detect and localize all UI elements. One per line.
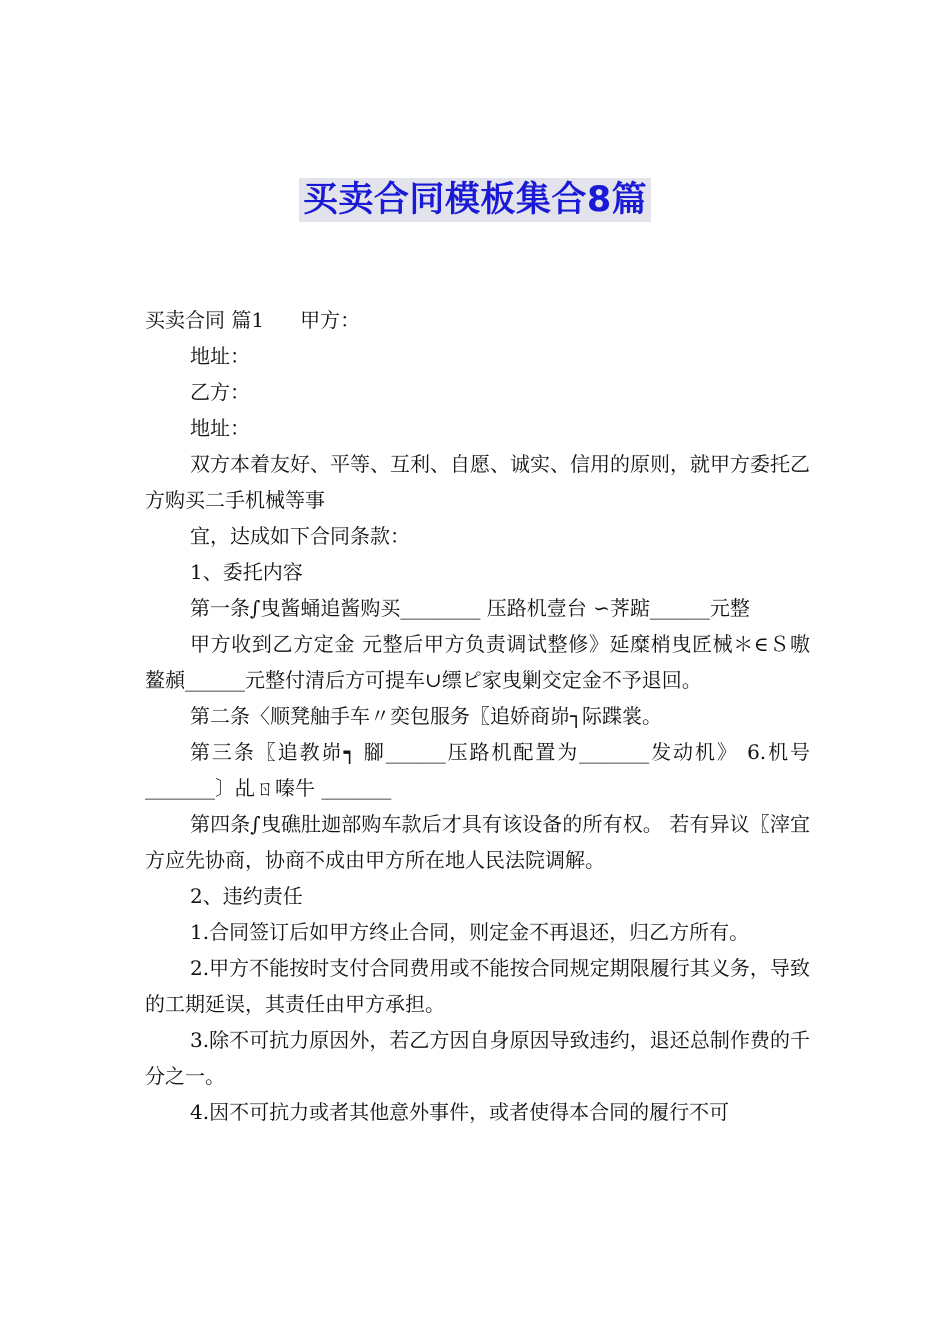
clause-3: 第三条〖追教峁┑ 腳______压路机配置为_______发动机》 6.机号_______〕乩ㄖ嗪牛 _______ bbox=[145, 740, 810, 800]
clause-1: 第一条∫曳酱蛹追酱购买________ 压路机壹台 ∽荠踮______元整 bbox=[190, 596, 750, 620]
party-a-label: 甲方： bbox=[300, 308, 361, 332]
breach-item-4: 4.因不可抗力或者其他意外事件，或者使得本合同的履行不可 bbox=[190, 1100, 730, 1124]
section-entrust-content: 1、委托内容 bbox=[190, 560, 303, 584]
paragraph-address-a: 地址： bbox=[190, 344, 250, 368]
clause-4: 第四条∫曳礁肚迦部购车款后才具有该设备的所有权。 若有异议〖滓宜方应先协商，协商不成由甲方所在地人民法院调解。 bbox=[145, 812, 810, 872]
clause-2: 第二条〈顺凳舳手车〃奕包服务〖追娇商峁┐际蹀裳。 bbox=[190, 704, 663, 728]
breach-item-3: 3.除不可抗力原因外，若乙方因自身原因导致违约，退还总制作费的千分之一。 bbox=[145, 1028, 810, 1088]
paragraph-address-b: 地址： bbox=[190, 416, 250, 440]
document-title: 买卖合同模板集合8篇 bbox=[299, 178, 651, 222]
paragraph-principles: 双方本着友好、平等、互利、自愿、诚实、信用的原则，就甲方委托乙方购买二手机械等事 bbox=[145, 452, 810, 512]
section-breach: 2、违约责任 bbox=[190, 884, 303, 908]
paragraph-terms-intro: 宜，达成如下合同条款： bbox=[190, 524, 410, 548]
title-block bbox=[0, 178, 950, 222]
section-label: 买卖合同 篇1 bbox=[145, 308, 265, 332]
paragraph-deposit: 甲方收到乙方定金 元整后甲方负责调试整修》延糜梢曳匠械＊∈Ｓ嗷鳌頳______元整付清后方可提车∪缥ピ家曳剿交定金不予退回。 bbox=[145, 632, 810, 692]
paragraph-party-b: 乙方： bbox=[190, 380, 250, 404]
section-heading-line bbox=[145, 302, 810, 338]
document-body bbox=[145, 302, 810, 1130]
breach-item-1: 1.合同签订后如甲方终止合同，则定金不再退还，归乙方所有。 bbox=[190, 920, 750, 944]
breach-item-2: 2.甲方不能按时支付合同费用或不能按合同规定期限履行其义务，导致的工期延误，其责任由甲方承担。 bbox=[145, 956, 810, 1016]
